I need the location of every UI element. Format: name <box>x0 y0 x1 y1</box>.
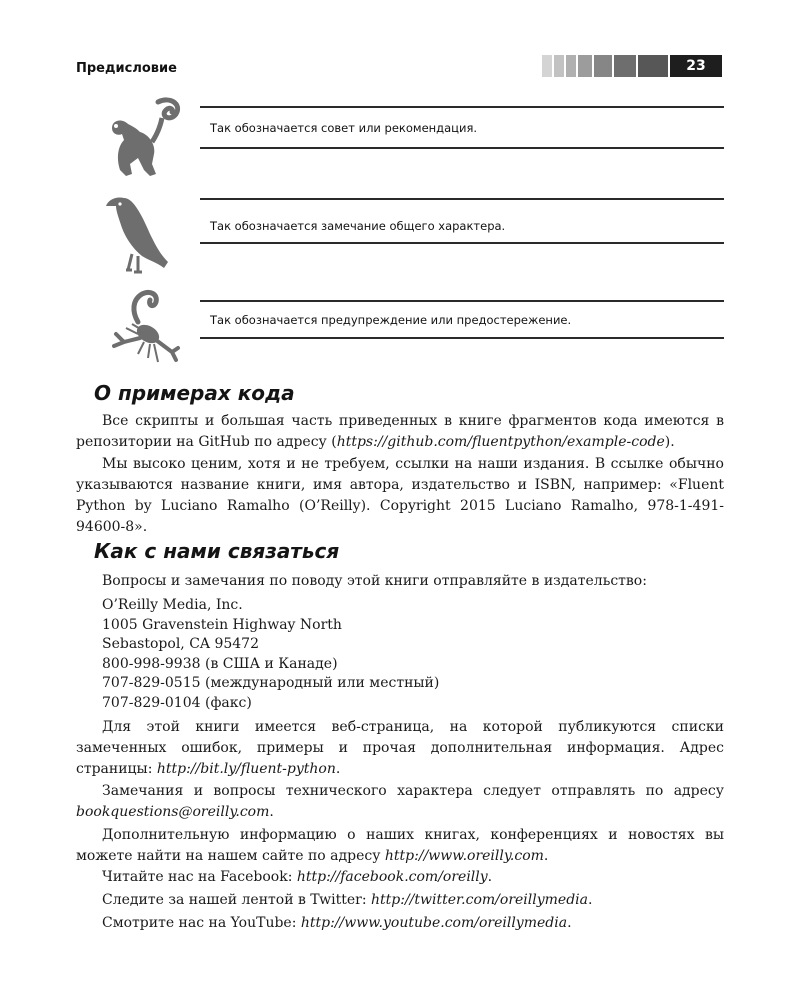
crow-icon <box>98 190 186 278</box>
youtube-text: Смотрите нас на YouTube: <box>102 915 301 931</box>
page-number: 23 <box>670 55 722 77</box>
note-top-rule <box>200 300 724 302</box>
tech-questions-text: Замечания и вопросы технического характера следует отправлять по адресу <box>102 783 724 799</box>
youtube-link[interactable]: http://www.youtube.com/oreillymedia <box>300 915 568 931</box>
web-page-text: Для этой книги имеется веб-страница, на которой публикуются списки замеченных ошибок, примеры и прочая дополнительная информация. Адрес страницы: <box>76 719 724 777</box>
facebook-link[interactable]: http://facebook.com/oreilly <box>296 869 488 885</box>
header-gradient-bars <box>542 55 670 77</box>
note-warning-text: Так обозначается предупреждение или предостережение. <box>210 313 572 327</box>
twitter-text: Следите за нашей лентой в Twitter: <box>102 892 372 908</box>
header-bar <box>614 55 636 77</box>
web-page-paragraph <box>76 717 724 780</box>
facebook-text: Читайте нас на Facebook: <box>102 869 297 885</box>
phone-line: 707-829-0515 (международный или местный) <box>102 675 440 692</box>
address-line: O’Reilly Media, Inc. <box>102 597 243 613</box>
contact-heading: Как с нами связаться <box>94 539 340 563</box>
header-bar <box>566 55 576 77</box>
running-header-title: Предисловие <box>76 61 177 76</box>
note-tip-text: Так обозначается совет или рекомендация. <box>210 121 478 135</box>
note-top-rule <box>200 198 724 200</box>
tech-questions-end: . <box>269 804 274 820</box>
note-bottom-rule <box>200 147 724 149</box>
address-line: 1005 Gravenstein Highway North <box>102 616 342 633</box>
contact-intro: Вопросы и замечания по поводу этой книги отправляйте в издательство: <box>102 573 647 589</box>
twitter-paragraph <box>76 890 724 911</box>
code-examples-text: Все скрипты и большая часть приведенных в книге фрагментов кода имеются в репозитории на GitHub по адресу ( <box>76 413 724 450</box>
code-examples-end: ). <box>664 434 675 450</box>
header-bar <box>594 55 612 77</box>
header-bar <box>542 55 552 77</box>
note-bottom-rule <box>200 337 724 339</box>
scorpion-icon <box>98 282 186 370</box>
tech-questions-paragraph <box>76 781 724 823</box>
lemur-icon <box>98 94 186 182</box>
youtube-paragraph <box>76 913 724 934</box>
facebook-end: . <box>487 869 493 885</box>
youtube-end: . <box>567 915 572 931</box>
bitly-link[interactable]: http://bit.ly/fluent-python <box>156 761 336 777</box>
code-examples-paragraph <box>76 411 724 453</box>
phone-line: 800-998-9938 (в США и Канаде) <box>102 655 338 672</box>
oreilly-link[interactable]: http://www.oreilly.com <box>384 848 544 864</box>
header-bar <box>638 55 668 77</box>
fax-line: 707-829-0104 (факс) <box>102 694 252 711</box>
note-bottom-rule <box>200 242 724 244</box>
twitter-link[interactable]: http://twitter.com/oreillymedia <box>371 892 588 908</box>
info-text: Дополнительную информацию о наших книгах, конференциях и новостях вы можете найти на нашем сайте по адресу <box>76 827 724 864</box>
note-general-text: Так обозначается замечание общего характера. <box>210 219 506 233</box>
code-examples-heading: О примерах кода <box>94 381 295 405</box>
twitter-end: . <box>587 892 593 908</box>
citation-paragraph: Мы высоко ценим, хотя и не требуем, ссылки на наши издания. В ссылке обычно указываются название книги, имя автора, издательство и ISBN, например: «Fluent Python by Luciano Ramalho (O’Reilly). Copyright 2015 Luciano Ramalho, 978-1-491-94600-8». <box>76 456 724 535</box>
publisher-address <box>102 596 439 714</box>
github-link[interactable]: https://github.com/fluentpython/example-code <box>336 434 665 450</box>
web-page-end: . <box>335 761 341 777</box>
header-bar <box>554 55 564 77</box>
header-bar <box>578 55 592 77</box>
email-link[interactable]: bookquestions@oreilly.com <box>76 804 270 820</box>
note-top-rule <box>200 106 724 108</box>
info-end: . <box>543 848 549 864</box>
facebook-paragraph <box>76 867 724 888</box>
info-paragraph <box>76 825 724 867</box>
address-line: Sebastopol, CA 95472 <box>102 636 260 653</box>
